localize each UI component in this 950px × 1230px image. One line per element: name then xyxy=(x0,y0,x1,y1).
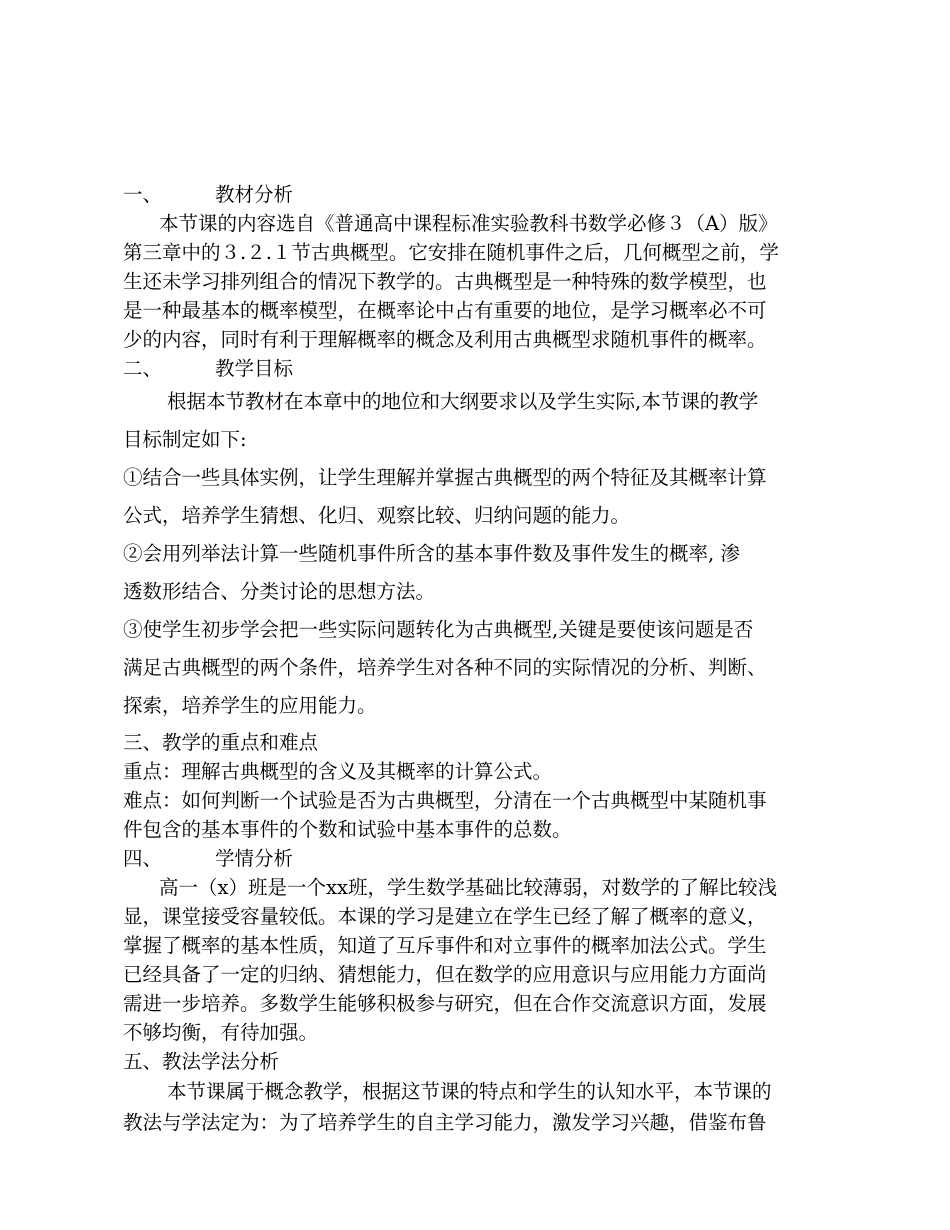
goal-line: 公式，培养学生猜想、化归、观察比较、归纳问题的能力。 xyxy=(123,504,631,527)
paragraph-line: 重点：理解古典概型的含义及其概率的计算公式。 xyxy=(123,760,553,783)
section-title: 学情分析 xyxy=(215,847,294,870)
paragraph-line: 目标制定如下: xyxy=(123,428,247,451)
paragraph-textbook-analysis xyxy=(123,209,843,354)
paragraph-student-analysis xyxy=(123,873,843,1047)
paragraph-line: 需进一步培养。多数学生能够积极参与研究，但在合作交流意识方面，发展 xyxy=(123,992,767,1015)
paragraph-line: 掌握了概率的基本性质，知道了互斥事件和对立事件的概率加法公式。学生 xyxy=(123,934,767,957)
section-heading-3: 三、教学的重点和难点 xyxy=(123,731,319,754)
paragraph-line: 是一种最基本的概率模型，在概率论中占有重要的地位，是学习概率必不可 xyxy=(123,299,767,322)
paragraph-line: 高一（x）班是一个xx班，学生数学基础比较薄弱，对数学的了解比较浅 xyxy=(159,876,777,899)
teaching-goals-list xyxy=(123,459,843,725)
paragraph-line: 件包含的基本事件的个数和试验中基本事件的总数。 xyxy=(123,818,572,841)
section-number: 一、 xyxy=(123,183,163,206)
paragraph-line: 少的内容，同时有利于理解概率的概念及利用古典概型求随机事件的概率。 xyxy=(123,328,767,351)
section-title: 教材分析 xyxy=(215,183,294,206)
section-heading-5: 五、教法学法分析 xyxy=(123,1050,280,1073)
paragraph-line: 已经具备了一定的归纳、猜想能力，但在数学的应用意识与应用能力方面尚 xyxy=(123,963,767,986)
paragraph-line: 不够均衡，有待加强。 xyxy=(123,1021,319,1044)
section-number: 二、 xyxy=(123,357,163,380)
goal-line: 探索，培养学生的应用能力。 xyxy=(123,694,377,717)
document-body xyxy=(123,180,843,1137)
goal-line: 透数形结合、分类讨论的思想方法。 xyxy=(123,580,436,603)
goal-line: ②会用列举法计算一些随机事件所含的基本事件数及事件发生的概率, 渗 xyxy=(123,542,740,565)
section-heading-2 xyxy=(123,354,843,383)
section-heading-4 xyxy=(123,844,843,873)
section-title: 教学目标 xyxy=(215,357,294,380)
goal-line: ③使学生初步学会把一些实际问题转化为古典概型,关键是要使该问题是否 xyxy=(123,618,754,641)
section-number: 四、 xyxy=(123,847,163,870)
paragraph-line: 生还未学习排列组合的情况下教学的。古典概型是一种特殊的数学模型，也 xyxy=(123,270,767,293)
paragraph-line: 难点：如何判断一个试验是否为古典概型，分清在一个古典概型中某随机事 xyxy=(123,789,767,812)
paragraph-goals-intro xyxy=(123,383,843,459)
paragraph-line: 根据本节教材在本章中的地位和大纲要求以及学生实际,本节课的教学 xyxy=(167,390,759,413)
paragraph-line: 教法与学法定为：为了培养学生的自主学习能力，激发学习兴趣，借鉴布鲁 xyxy=(123,1111,767,1134)
goal-line: 满足古典概型的两个条件，培养学生对各种不同的实际情况的分析、判断、 xyxy=(123,656,767,679)
paragraph-line: 本节课属于概念教学，根据这节课的特点和学生的认知水平，本节课的 xyxy=(167,1080,772,1103)
paragraph-line: 第三章中的３.２.１节古典概型。它安排在随机事件之后，几何概型之前，学 xyxy=(123,241,779,264)
paragraph-key-points xyxy=(123,757,843,844)
paragraph-line: 本节课的内容选自《普通高中课程标准实验教科书数学必修３（A）版》 xyxy=(159,212,778,235)
paragraph-line: 显，课堂接受容量较低。本课的学习是建立在学生已经了解了概率的意义， xyxy=(123,905,767,928)
paragraph-teaching-method xyxy=(123,1076,843,1137)
goal-line: ①结合一些具体实例，让学生理解并掌握古典概型的两个特征及其概率计算 xyxy=(123,466,767,489)
section-heading-1 xyxy=(123,180,843,209)
